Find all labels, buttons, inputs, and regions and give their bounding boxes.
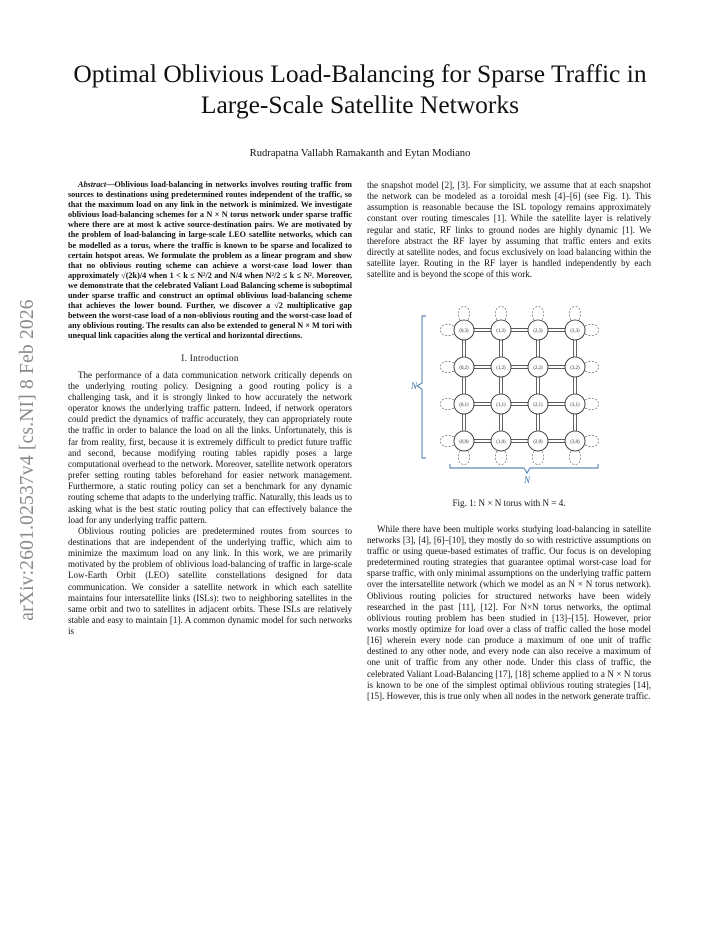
intro-paragraph-1: The performance of a data communication network critically depends on the underlying routing policy. Designing a good routing policy is a challenging task, and it is strongly linked to how accurately the network operator knows the underlying traffic pattern. Indeed, if network operators could predict the dynamics of traffic accurately, they can appropriately route the traffic in order to balance the load on all the links. Unfortunately, this is far from reality, first, because it is extremely difficult to predict future traffic and second, because modifying routing tables rapidly poses a large computational overhead to the network. Moreover, satellite network operators prefer setting routing tables beforehand for easier network management. Furthermore, a static routing policy can set a benchmark for any dynamic routing scheme that adapts to the underlying traffic. Naturally, this leads us to asking what is the best static routing policy that can effectively balance the load for any underlying traffic pattern. <box>68 369 352 525</box>
right-paragraph-2: While there have been multiple works studying load-balancing in satellite networks [3], [4], [6]–[10], they mostly do so with restrictive assumptions on traffic or using queue-based estimates of traffic. Our focus is on developing predetermined routing strategies that guarantee optimal worst-case load for sparse traffic, with only minimal assumptions on the underlying traffic pattern over the intersatellite network (which we model as an N × N torus network). Oblivious routing policies for structured networks have been widely researched in the past [11], [12]. For N×N torus networks, the optimal oblivious routing problem has been studied in [13]–[15]. However, prior works mostly optimize for load over a class of traffic called the hose model [16] wherein every node can produce a maximum of one unit of traffic destined to any other node, and every node can also receive a maximum of one unit of traffic from any other node. Under this class of traffic, the celebrated Valiant Load-Balancing [17], [18] scheme applied to a N × N torus is known to be one of the simplest optimal oblivious routing strategies [14], [15]. However, this is true only when all nodes in the network generate traffic. <box>367 523 651 701</box>
section-heading-introduction: I. Introduction <box>181 352 239 363</box>
torus-node-label: (0,2) <box>459 366 469 372</box>
arxiv-id-text: arXiv:2601.02537v4 [cs.NI] 8 Feb 2026 <box>17 299 38 621</box>
abstract-lead: Abstract <box>78 180 107 189</box>
torus-node-label: (1,2) <box>496 366 506 372</box>
paper-title: Optimal Oblivious Load-Balancing for Sparse Traffic in Large-Scale Satellite Networks <box>73 59 647 119</box>
torus-node-label: (3,0) <box>570 440 580 446</box>
torus-node-label: (1,1) <box>496 403 506 409</box>
left-wraparound-link <box>441 399 455 410</box>
torus-node-label: (1,3) <box>496 329 506 335</box>
torus-diagram <box>404 294 614 484</box>
torus-node-label: (0,3) <box>459 329 469 335</box>
left-wraparound-link <box>441 325 455 336</box>
right-column <box>367 180 651 702</box>
bottom-wraparound-link <box>569 451 580 465</box>
arxiv-identifier-stamp <box>8 0 48 932</box>
torus-nodes <box>454 320 585 451</box>
torus-node-label: (3,2) <box>570 366 580 372</box>
torus-node-label: (0,0) <box>459 440 469 446</box>
axis-left-label: N <box>411 381 418 392</box>
axis-bottom-brace <box>450 464 598 484</box>
torus-node-label: (2,1) <box>533 403 543 409</box>
right-wraparound-link <box>585 399 599 410</box>
top-wraparound-link <box>495 307 506 321</box>
figure-caption: Fig. 1: N × N torus with N = 4. <box>452 498 566 509</box>
torus-node-label: (2,2) <box>533 366 543 372</box>
torus-node-label: (3,1) <box>570 403 580 409</box>
top-wraparound-link <box>458 307 469 321</box>
top-wraparound-link <box>569 307 580 321</box>
abstract <box>68 180 352 342</box>
figure-torus <box>367 294 651 484</box>
torus-node-label: (2,0) <box>533 440 543 446</box>
axis-bottom-label: N <box>524 475 531 485</box>
torus-node-label: (1,0) <box>496 440 506 446</box>
right-paragraph-1: the snapshot model [2], [3]. For simplicity, we assume that at each snapshot the network can be modeled as a toroidal mesh [4]–[6] (see Fig. 1). This assumption is reasonable because the ISL topology remains approximately constant over routing timescales [1]. While the satellite layer is relatively regular and static, RF links to ground nodes are highly dynamic [1]. We therefore abstract the RF layer by assuming that traffic enters and exits directly at satellite nodes, and focus exclusively on load balancing within the satellite layer. Routing in the RF layer is handled independently by each satellite and is beyond the scope of this work. <box>367 180 651 280</box>
axis-left-brace <box>410 316 426 458</box>
torus-node-label: (2,3) <box>533 329 543 335</box>
paper-authors: Rudrapatna Vallabh Ramakanth and Eytan Modiano <box>249 148 471 159</box>
abstract-body: —Oblivious load-balancing in networks involves routing traffic from sources to destinations using predetermined routes independent of the traffic, so that the maximum load on any link in the network is minimized. We investigate oblivious load-balancing schemes for a N × N torus network under sparse traffic where there are at most k active source-destination pairs. We are motivated by the problem of load-balancing in large-scale LEO satellite networks, which can be modelled as a torus, where the traffic is known to be sparse and localized to certain hotspot areas. We formulate the problem as a linear program and show that no oblivious routing scheme can achieve a worst-case load lower than approximately √(2k)/4 when 1 < k ≤ N²/2 and N/4 when N²/2 ≤ k ≤ N². Moreover, we demonstrate that the celebrated Valiant Load Balancing scheme is suboptimal under sparse traffic and construct an optimal oblivious load-balancing scheme that achieves the lower bound. Further, we discover a √2 multiplicative gap between the worst-case load of a non-oblivious routing and the worst-case load of any oblivious routing. The results can also be extended to general N × M tori with unequal link capacities along the vertical and horizontal directions. <box>68 180 352 341</box>
bottom-wraparound-link <box>495 451 506 465</box>
right-wraparound-link <box>585 325 599 336</box>
top-wraparound-link <box>532 307 543 321</box>
bottom-wraparound-link <box>458 451 469 465</box>
torus-node-label: (0,1) <box>459 403 469 409</box>
intro-paragraph-2: Oblivious routing policies are predetermined routes from sources to destinations that are independent of the underlying traffic, which aim to minimize the maximum load on any link. In this work, we are primarily motivated by the problem of oblivious load-balancing of traffic in large-scale Low-Earth Orbit (LEO) satellite constellations designed for data communication. We consider a satellite network in which each satellite maintains four intersatellite links (ISLs): two to neighboring satellites in the same orbit and two to satellites in adjacent orbits. These ISLs are relatively stable and easy to maintain [1]. A common dynamic model for such networks is <box>68 525 352 637</box>
torus-node-label: (3,3) <box>570 329 580 335</box>
bottom-wraparound-link <box>532 451 543 465</box>
left-wraparound-link <box>441 362 455 373</box>
right-wraparound-link <box>585 436 599 447</box>
left-column <box>68 180 352 637</box>
right-wraparound-link <box>585 362 599 373</box>
left-wraparound-link <box>441 436 455 447</box>
